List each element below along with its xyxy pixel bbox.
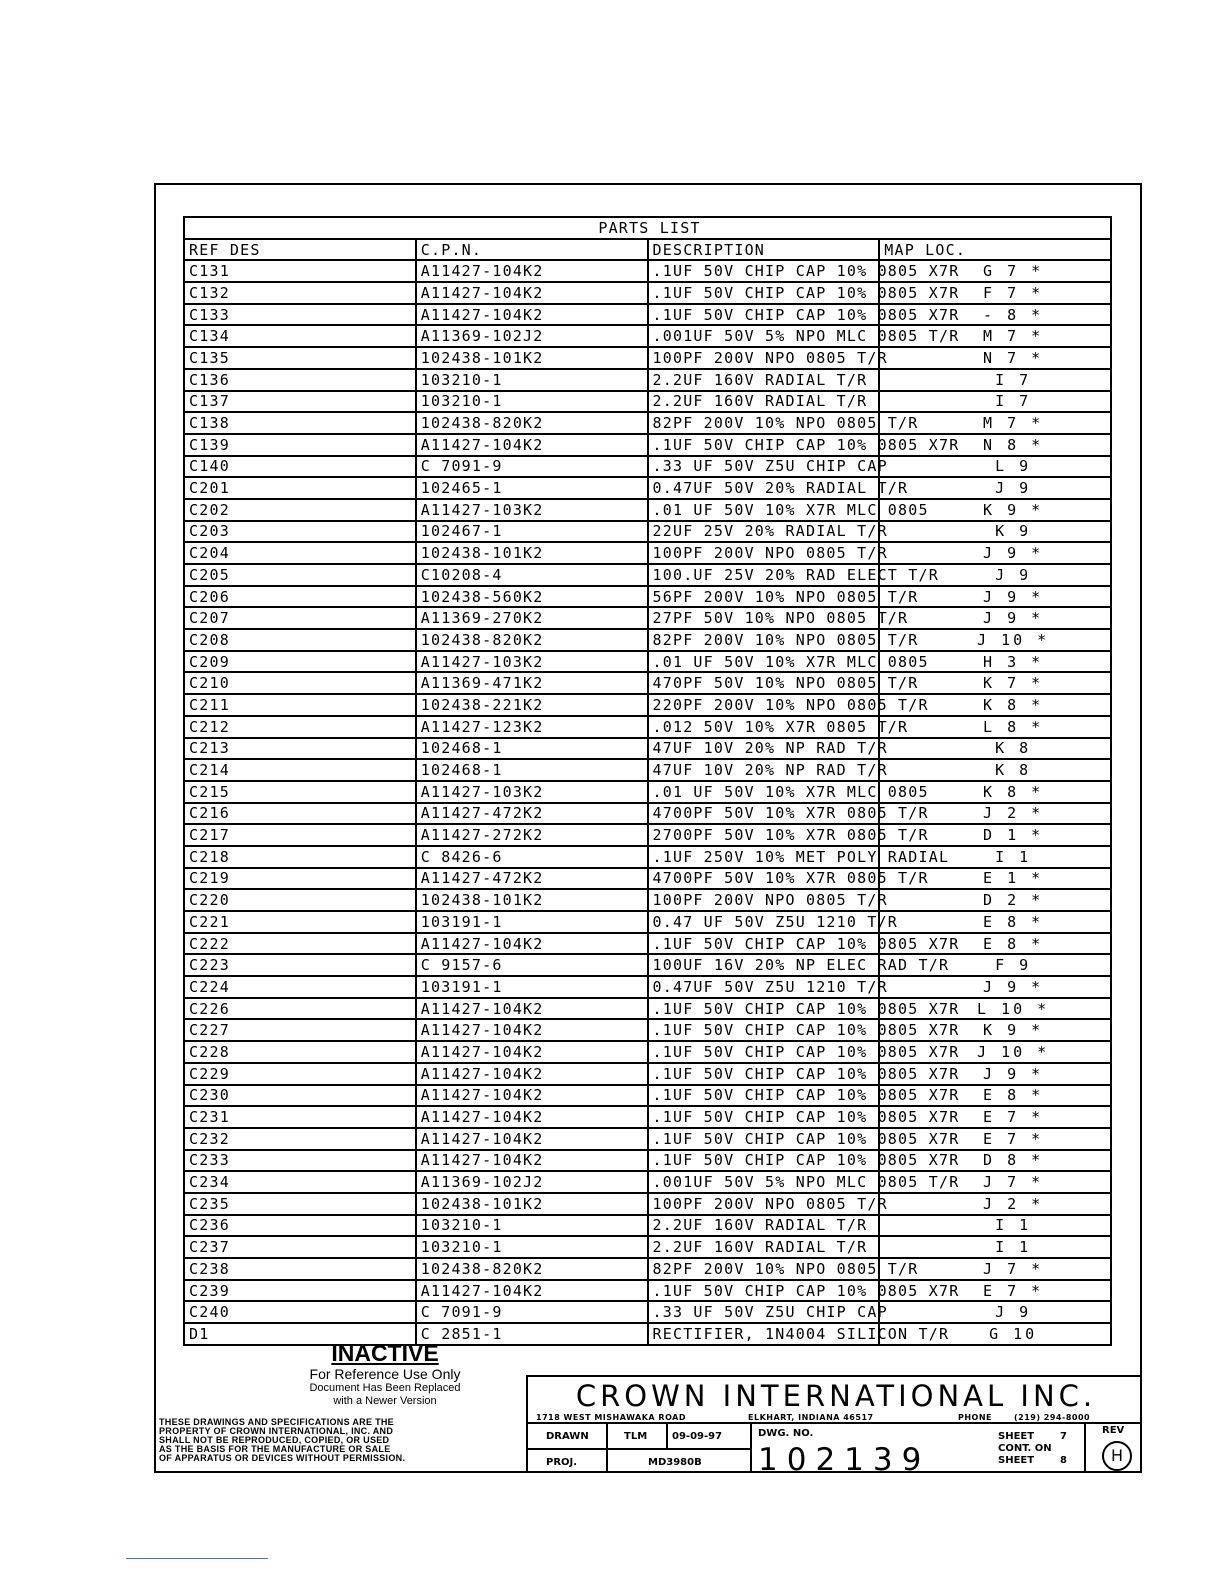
cpn-cell: A11427-472K2 bbox=[416, 868, 648, 890]
cpn-cell: A11427-103K2 bbox=[416, 499, 648, 521]
table-row bbox=[184, 716, 1111, 738]
description-cell: 56PF 200V 10% NPO 0805 T/R bbox=[648, 586, 880, 608]
map-loc-cell: K 8 * bbox=[879, 694, 1111, 716]
table-row bbox=[184, 1171, 1111, 1193]
title-block bbox=[526, 1375, 1142, 1478]
map-loc-cell: K 8 bbox=[879, 738, 1111, 760]
inactive-line2: Document Has Been Replaced bbox=[309, 1382, 461, 1394]
map-loc-cell: I 1 bbox=[879, 1236, 1111, 1258]
description-cell: 2.2UF 160V RADIAL T/R bbox=[648, 369, 880, 391]
table-row bbox=[184, 1106, 1111, 1128]
ref-des-cell: C139 bbox=[184, 434, 416, 456]
ref-des-cell: C135 bbox=[184, 347, 416, 369]
table-row bbox=[184, 369, 1111, 391]
description-cell: .001UF 50V 5% NPO MLC 0805 T/R bbox=[648, 1171, 880, 1193]
parts-list-table bbox=[183, 216, 1112, 1346]
page-edge-line bbox=[126, 1558, 268, 1559]
description-cell: .33 UF 50V Z5U CHIP CAP bbox=[648, 1301, 880, 1323]
ref-des-cell: C236 bbox=[184, 1215, 416, 1237]
ref-des-cell: C216 bbox=[184, 803, 416, 825]
description-cell: .1UF 50V CHIP CAP 10% 0805 X7R bbox=[648, 260, 880, 282]
ref-des-cell: C230 bbox=[184, 1085, 416, 1107]
notice-line: AS THE BASIS FOR THE MANUFACTURE OR SALE bbox=[159, 1444, 391, 1454]
table-row bbox=[184, 1150, 1111, 1172]
ref-des-cell: C240 bbox=[184, 1301, 416, 1323]
table-row bbox=[184, 933, 1111, 955]
table-row bbox=[184, 1063, 1111, 1085]
drawn-date: 09-09-97 bbox=[672, 1431, 723, 1442]
cpn-cell: 102438-820K2 bbox=[416, 412, 648, 434]
table-row bbox=[184, 846, 1111, 868]
description-cell: 2.2UF 160V RADIAL T/R bbox=[648, 1215, 880, 1237]
phone-label: PHONE bbox=[958, 1413, 993, 1422]
description-cell: 220PF 200V 10% NPO 0805 T/R bbox=[648, 694, 880, 716]
table-row bbox=[184, 1085, 1111, 1107]
street-address: 1718 WEST MISHAWAKA ROAD bbox=[536, 1413, 686, 1422]
cpn-cell: A11427-104K2 bbox=[416, 1063, 648, 1085]
map-loc-cell: J 9 * bbox=[879, 586, 1111, 608]
cpn-cell: A11427-272K2 bbox=[416, 824, 648, 846]
ref-des-cell: C206 bbox=[184, 586, 416, 608]
description-cell: .1UF 50V CHIP CAP 10% 0805 X7R bbox=[648, 1280, 880, 1302]
table-row bbox=[184, 889, 1111, 911]
inactive-stamp bbox=[290, 1340, 480, 1408]
ref-des-cell: C202 bbox=[184, 499, 416, 521]
map-loc-cell: K 8 * bbox=[879, 781, 1111, 803]
table-row bbox=[184, 477, 1111, 499]
title-block-divider bbox=[528, 1422, 1142, 1424]
description-cell: .1UF 50V CHIP CAP 10% 0805 X7R bbox=[648, 1106, 880, 1128]
cpn-cell: 102438-820K2 bbox=[416, 1258, 648, 1280]
map-loc-cell: E 1 * bbox=[879, 868, 1111, 890]
cpn-cell: A11427-104K2 bbox=[416, 304, 648, 326]
ref-des-cell: C232 bbox=[184, 1128, 416, 1150]
ref-des-cell: C239 bbox=[184, 1280, 416, 1302]
description-cell: 22UF 25V 20% RADIAL T/R bbox=[648, 521, 880, 543]
cpn-cell: C 8426-6 bbox=[416, 846, 648, 868]
drawn-label: DRAWN bbox=[546, 1431, 589, 1442]
table-row bbox=[184, 672, 1111, 694]
description-cell: .1UF 50V CHIP CAP 10% 0805 X7R bbox=[648, 1085, 880, 1107]
inactive-line1: For Reference Use Only bbox=[309, 1366, 461, 1382]
cpn-cell: 102465-1 bbox=[416, 477, 648, 499]
header-cpn: C.P.N. bbox=[416, 239, 648, 261]
map-loc-cell: K 8 bbox=[879, 759, 1111, 781]
cpn-cell: 102438-221K2 bbox=[416, 694, 648, 716]
sheet-number: 7 bbox=[1060, 1431, 1067, 1442]
description-cell: 0.47UF 50V Z5U 1210 T/R bbox=[648, 976, 880, 998]
table-row bbox=[184, 521, 1111, 543]
table-row bbox=[184, 282, 1111, 304]
map-loc-cell: K 7 * bbox=[879, 672, 1111, 694]
table-row bbox=[184, 1215, 1111, 1237]
map-loc-cell: J 10 * bbox=[879, 1041, 1111, 1063]
map-loc-cell: M 7 * bbox=[879, 412, 1111, 434]
cpn-cell: A11369-270K2 bbox=[416, 607, 648, 629]
table-row bbox=[184, 868, 1111, 890]
map-loc-cell: I 1 bbox=[879, 846, 1111, 868]
cpn-cell: C 7091-9 bbox=[416, 456, 648, 478]
cpn-cell: A11369-102J2 bbox=[416, 1171, 648, 1193]
notice-line: PROPERTY OF CROWN INTERNATIONAL, INC. AND bbox=[159, 1426, 394, 1436]
table-row bbox=[184, 803, 1111, 825]
cpn-cell: A11427-104K2 bbox=[416, 1280, 648, 1302]
map-loc-cell: J 7 * bbox=[879, 1171, 1111, 1193]
table-row bbox=[184, 434, 1111, 456]
ref-des-cell: D1 bbox=[184, 1323, 416, 1345]
cpn-cell: 102468-1 bbox=[416, 738, 648, 760]
map-loc-cell: J 2 * bbox=[879, 1193, 1111, 1215]
cpn-cell: 102438-820K2 bbox=[416, 629, 648, 651]
cpn-cell: C10208-4 bbox=[416, 564, 648, 586]
map-loc-cell: F 9 bbox=[879, 954, 1111, 976]
notice-line: OF APPARATUS OR DEVICES WITHOUT PERMISSION. bbox=[159, 1453, 406, 1463]
ref-des-cell: C235 bbox=[184, 1193, 416, 1215]
description-cell: .01 UF 50V 10% X7R MLC 0805 bbox=[648, 651, 880, 673]
table-row bbox=[184, 629, 1111, 651]
cpn-cell: A11427-104K2 bbox=[416, 1106, 648, 1128]
header-description: DESCRIPTION bbox=[648, 239, 880, 261]
table-row bbox=[184, 976, 1111, 998]
ref-des-cell: C209 bbox=[184, 651, 416, 673]
sheet-label: SHEET bbox=[998, 1431, 1035, 1442]
description-cell: .012 50V 10% X7R 0805 T/R bbox=[648, 716, 880, 738]
ref-des-cell: C211 bbox=[184, 694, 416, 716]
description-cell: 4700PF 50V 10% X7R 0805 T/R bbox=[648, 868, 880, 890]
description-cell: 100.UF 25V 20% RAD ELECT T/R bbox=[648, 564, 880, 586]
map-loc-cell: E 7 * bbox=[879, 1280, 1111, 1302]
map-loc-cell: L 10 * bbox=[879, 998, 1111, 1020]
parts-list-title: PARTS LIST bbox=[184, 217, 1111, 239]
table-row bbox=[184, 954, 1111, 976]
map-loc-cell: E 7 * bbox=[879, 1128, 1111, 1150]
map-loc-cell: - 8 * bbox=[879, 304, 1111, 326]
drawing-number: 102139 bbox=[758, 1442, 931, 1478]
ref-des-cell: C205 bbox=[184, 564, 416, 586]
ref-des-cell: C226 bbox=[184, 998, 416, 1020]
table-row bbox=[184, 781, 1111, 803]
ref-des-cell: C138 bbox=[184, 412, 416, 434]
map-loc-cell: I 7 bbox=[879, 391, 1111, 413]
map-loc-cell: L 8 * bbox=[879, 716, 1111, 738]
map-loc-cell: J 9 bbox=[879, 477, 1111, 499]
description-cell: .1UF 50V CHIP CAP 10% 0805 X7R bbox=[648, 998, 880, 1020]
cpn-cell: 103210-1 bbox=[416, 1236, 648, 1258]
description-cell: 4700PF 50V 10% X7R 0805 T/R bbox=[648, 803, 880, 825]
ref-des-cell: C207 bbox=[184, 607, 416, 629]
cpn-cell: A11427-104K2 bbox=[416, 933, 648, 955]
parts-list-header-row bbox=[184, 239, 1111, 261]
cpn-cell: 102438-101K2 bbox=[416, 347, 648, 369]
description-cell: .1UF 50V CHIP CAP 10% 0805 X7R bbox=[648, 1128, 880, 1150]
title-block-divider bbox=[750, 1422, 752, 1473]
ref-des-cell: C140 bbox=[184, 456, 416, 478]
map-loc-cell: I 1 bbox=[879, 1215, 1111, 1237]
map-loc-cell: J 7 * bbox=[879, 1258, 1111, 1280]
ref-des-cell: C224 bbox=[184, 976, 416, 998]
proj-label: PROJ. bbox=[546, 1457, 578, 1468]
description-cell: 82PF 200V 10% NPO 0805 T/R bbox=[648, 1258, 880, 1280]
title-block-divider bbox=[606, 1422, 608, 1448]
table-row bbox=[184, 412, 1111, 434]
ref-des-cell: C204 bbox=[184, 542, 416, 564]
map-loc-cell: J 9 bbox=[879, 564, 1111, 586]
ref-des-cell: C229 bbox=[184, 1063, 416, 1085]
description-cell: .1UF 50V CHIP CAP 10% 0805 X7R bbox=[648, 1150, 880, 1172]
description-cell: 0.47UF 50V 20% RADIAL T/R bbox=[648, 477, 880, 499]
map-loc-cell: G 7 * bbox=[879, 260, 1111, 282]
table-row bbox=[184, 694, 1111, 716]
dwg-no-label: DWG. NO. bbox=[758, 1428, 814, 1439]
cpn-cell: A11427-104K2 bbox=[416, 1019, 648, 1041]
description-cell: RECTIFIER, 1N4004 SILICON T/R bbox=[648, 1323, 880, 1345]
description-cell: .1UF 50V CHIP CAP 10% 0805 X7R bbox=[648, 1019, 880, 1041]
cpn-cell: 103191-1 bbox=[416, 976, 648, 998]
table-row bbox=[184, 347, 1111, 369]
map-loc-cell: J 9 bbox=[879, 1301, 1111, 1323]
ref-des-cell: C137 bbox=[184, 391, 416, 413]
map-loc-cell: J 9 * bbox=[879, 542, 1111, 564]
ref-des-cell: C136 bbox=[184, 369, 416, 391]
description-cell: 82PF 200V 10% NPO 0805 T/R bbox=[648, 629, 880, 651]
revision-circle: H bbox=[1102, 1441, 1132, 1471]
description-cell: 100PF 200V NPO 0805 T/R bbox=[648, 347, 880, 369]
description-cell: .1UF 50V CHIP CAP 10% 0805 X7R bbox=[648, 304, 880, 326]
drawn-by: TLM bbox=[624, 1431, 648, 1442]
ref-des-cell: C221 bbox=[184, 911, 416, 933]
table-row bbox=[184, 911, 1111, 933]
ref-des-cell: C208 bbox=[184, 629, 416, 651]
description-cell: 27PF 50V 10% NPO 0805 T/R bbox=[648, 607, 880, 629]
ref-des-cell: C223 bbox=[184, 954, 416, 976]
ref-des-cell: C214 bbox=[184, 759, 416, 781]
description-cell: .01 UF 50V 10% X7R MLC 0805 bbox=[648, 781, 880, 803]
map-loc-cell: E 8 * bbox=[879, 1085, 1111, 1107]
cpn-cell: A11427-104K2 bbox=[416, 434, 648, 456]
cpn-cell: A11427-103K2 bbox=[416, 651, 648, 673]
ref-des-cell: C131 bbox=[184, 260, 416, 282]
map-loc-cell: K 9 * bbox=[879, 499, 1111, 521]
description-cell: .1UF 50V CHIP CAP 10% 0805 X7R bbox=[648, 434, 880, 456]
cpn-cell: A11427-104K2 bbox=[416, 1150, 648, 1172]
description-cell: 100PF 200V NPO 0805 T/R bbox=[648, 889, 880, 911]
table-row bbox=[184, 456, 1111, 478]
ref-des-cell: C201 bbox=[184, 477, 416, 499]
map-loc-cell: N 7 * bbox=[879, 347, 1111, 369]
ref-des-cell: C203 bbox=[184, 521, 416, 543]
table-row bbox=[184, 564, 1111, 586]
proprietary-notice bbox=[159, 1418, 519, 1463]
title-block-divider bbox=[606, 1448, 608, 1473]
cpn-cell: A11427-472K2 bbox=[416, 803, 648, 825]
description-cell: .1UF 50V CHIP CAP 10% 0805 X7R bbox=[648, 1063, 880, 1085]
map-loc-cell: J 9 * bbox=[879, 607, 1111, 629]
table-row bbox=[184, 325, 1111, 347]
cpn-cell: A11427-104K2 bbox=[416, 1041, 648, 1063]
title-block-divider bbox=[528, 1448, 750, 1450]
cpn-cell: 102438-101K2 bbox=[416, 889, 648, 911]
table-row bbox=[184, 391, 1111, 413]
map-loc-cell: J 9 * bbox=[879, 1063, 1111, 1085]
map-loc-cell: D 2 * bbox=[879, 889, 1111, 911]
map-loc-cell: J 10 * bbox=[879, 629, 1111, 651]
ref-des-cell: C134 bbox=[184, 325, 416, 347]
table-row bbox=[184, 260, 1111, 282]
ref-des-cell: C215 bbox=[184, 781, 416, 803]
table-row bbox=[184, 607, 1111, 629]
description-cell: 2.2UF 160V RADIAL T/R bbox=[648, 391, 880, 413]
notice-line: THESE DRAWINGS AND SPECIFICATIONS ARE THE bbox=[159, 1417, 394, 1427]
cpn-cell: A11427-123K2 bbox=[416, 716, 648, 738]
cpn-cell: A11427-103K2 bbox=[416, 781, 648, 803]
table-row bbox=[184, 738, 1111, 760]
ref-des-cell: C228 bbox=[184, 1041, 416, 1063]
cont-sheet-label: SHEET bbox=[998, 1455, 1035, 1466]
cpn-cell: 102438-101K2 bbox=[416, 542, 648, 564]
description-cell: .001UF 50V 5% NPO MLC 0805 T/R bbox=[648, 325, 880, 347]
cpn-cell: A11427-104K2 bbox=[416, 1128, 648, 1150]
description-cell: 2700PF 50V 10% X7R 0805 T/R bbox=[648, 824, 880, 846]
description-cell: .33 UF 50V Z5U CHIP CAP bbox=[648, 456, 880, 478]
map-loc-cell: F 7 * bbox=[879, 282, 1111, 304]
company-name: CROWN INTERNATIONAL INC. bbox=[575, 1379, 1097, 1413]
description-cell: 82PF 200V 10% NPO 0805 T/R bbox=[648, 412, 880, 434]
cpn-cell: A11369-471K2 bbox=[416, 672, 648, 694]
table-row bbox=[184, 1236, 1111, 1258]
description-cell: 100PF 200V NPO 0805 T/R bbox=[648, 1193, 880, 1215]
inactive-title: INACTIVE bbox=[331, 1340, 439, 1366]
description-cell: 100UF 16V 20% NP ELEC RAD T/R bbox=[648, 954, 880, 976]
map-loc-cell: E 8 * bbox=[879, 933, 1111, 955]
map-loc-cell: K 9 bbox=[879, 521, 1111, 543]
table-row bbox=[184, 1301, 1111, 1323]
cont-sheet-number: 8 bbox=[1060, 1455, 1067, 1466]
header-map-loc: MAP LOC. bbox=[879, 239, 1111, 261]
cpn-cell: 102438-101K2 bbox=[416, 1193, 648, 1215]
ref-des-cell: C227 bbox=[184, 1019, 416, 1041]
cpn-cell: 102438-560K2 bbox=[416, 586, 648, 608]
map-loc-cell: M 7 * bbox=[879, 325, 1111, 347]
map-loc-cell: J 9 * bbox=[879, 976, 1111, 998]
ref-des-cell: C132 bbox=[184, 282, 416, 304]
title-block-divider bbox=[666, 1422, 668, 1448]
map-loc-cell: D 1 * bbox=[879, 824, 1111, 846]
rev-label: REV bbox=[1102, 1425, 1125, 1436]
table-row bbox=[184, 1019, 1111, 1041]
ref-des-cell: C133 bbox=[184, 304, 416, 326]
ref-des-cell: C237 bbox=[184, 1236, 416, 1258]
ref-des-cell: C233 bbox=[184, 1150, 416, 1172]
ref-des-cell: C217 bbox=[184, 824, 416, 846]
table-row bbox=[184, 1193, 1111, 1215]
cpn-cell: 103210-1 bbox=[416, 1215, 648, 1237]
table-row bbox=[184, 586, 1111, 608]
header-ref-des: REF DES bbox=[184, 239, 416, 261]
description-cell: 47UF 10V 20% NP RAD T/R bbox=[648, 759, 880, 781]
cpn-cell: A11427-104K2 bbox=[416, 998, 648, 1020]
description-cell: .1UF 250V 10% MET POLY RADIAL bbox=[648, 846, 880, 868]
description-cell: 470PF 50V 10% NPO 0805 T/R bbox=[648, 672, 880, 694]
description-cell: .01 UF 50V 10% X7R MLC 0805 bbox=[648, 499, 880, 521]
cpn-cell: A11427-104K2 bbox=[416, 260, 648, 282]
table-row bbox=[184, 1280, 1111, 1302]
ref-des-cell: C222 bbox=[184, 933, 416, 955]
cpn-cell: C 9157-6 bbox=[416, 954, 648, 976]
cpn-cell: 102467-1 bbox=[416, 521, 648, 543]
table-row bbox=[184, 824, 1111, 846]
description-cell: 47UF 10V 20% NP RAD T/R bbox=[648, 738, 880, 760]
notice-line: SHALL NOT BE REPRODUCED, COPIED, OR USED bbox=[159, 1435, 390, 1445]
table-row bbox=[184, 499, 1111, 521]
map-loc-cell: E 8 * bbox=[879, 911, 1111, 933]
map-loc-cell: L 9 bbox=[879, 456, 1111, 478]
table-row bbox=[184, 998, 1111, 1020]
ref-des-cell: C231 bbox=[184, 1106, 416, 1128]
cpn-cell: 103210-1 bbox=[416, 369, 648, 391]
map-loc-cell: I 7 bbox=[879, 369, 1111, 391]
cpn-cell: A11369-102J2 bbox=[416, 325, 648, 347]
proj-number: MD3980B bbox=[648, 1457, 702, 1468]
table-row bbox=[184, 759, 1111, 781]
ref-des-cell: C234 bbox=[184, 1171, 416, 1193]
description-cell: 0.47 UF 50V Z5U 1210 T/R bbox=[648, 911, 880, 933]
city-address: ELKHART, INDIANA 46517 bbox=[748, 1413, 874, 1422]
table-row bbox=[184, 542, 1111, 564]
cpn-cell: 103210-1 bbox=[416, 391, 648, 413]
description-cell: 100PF 200V NPO 0805 T/R bbox=[648, 542, 880, 564]
description-cell: 2.2UF 160V RADIAL T/R bbox=[648, 1236, 880, 1258]
description-cell: .1UF 50V CHIP CAP 10% 0805 X7R bbox=[648, 933, 880, 955]
ref-des-cell: C219 bbox=[184, 868, 416, 890]
phone-number: (219) 294-8000 bbox=[1014, 1413, 1091, 1422]
cpn-cell: 102468-1 bbox=[416, 759, 648, 781]
description-cell: .1UF 50V CHIP CAP 10% 0805 X7R bbox=[648, 282, 880, 304]
map-loc-cell: D 8 * bbox=[879, 1150, 1111, 1172]
map-loc-cell: N 8 * bbox=[879, 434, 1111, 456]
map-loc-cell: G 10 bbox=[879, 1323, 1111, 1345]
map-loc-cell: J 2 * bbox=[879, 803, 1111, 825]
cpn-cell: C 2851-1 bbox=[416, 1323, 648, 1345]
table-row bbox=[184, 1128, 1111, 1150]
map-loc-cell: H 3 * bbox=[879, 651, 1111, 673]
cpn-cell: A11427-104K2 bbox=[416, 282, 648, 304]
ref-des-cell: C213 bbox=[184, 738, 416, 760]
table-row bbox=[184, 1041, 1111, 1063]
ref-des-cell: C238 bbox=[184, 1258, 416, 1280]
inactive-line3: with a Newer Version bbox=[333, 1395, 437, 1407]
title-block-divider bbox=[1084, 1422, 1086, 1473]
ref-des-cell: C220 bbox=[184, 889, 416, 911]
table-row bbox=[184, 651, 1111, 673]
ref-des-cell: C218 bbox=[184, 846, 416, 868]
cpn-cell: C 7091-9 bbox=[416, 1301, 648, 1323]
cpn-cell: A11427-104K2 bbox=[416, 1085, 648, 1107]
cont-on-label: CONT. ON bbox=[998, 1443, 1052, 1454]
table-row bbox=[184, 1258, 1111, 1280]
cpn-cell: 103191-1 bbox=[416, 911, 648, 933]
map-loc-cell: E 7 * bbox=[879, 1106, 1111, 1128]
ref-des-cell: C212 bbox=[184, 716, 416, 738]
ref-des-cell: C210 bbox=[184, 672, 416, 694]
map-loc-cell: K 9 * bbox=[879, 1019, 1111, 1041]
description-cell: .1UF 50V CHIP CAP 10% 0805 X7R bbox=[648, 1041, 880, 1063]
table-row bbox=[184, 304, 1111, 326]
